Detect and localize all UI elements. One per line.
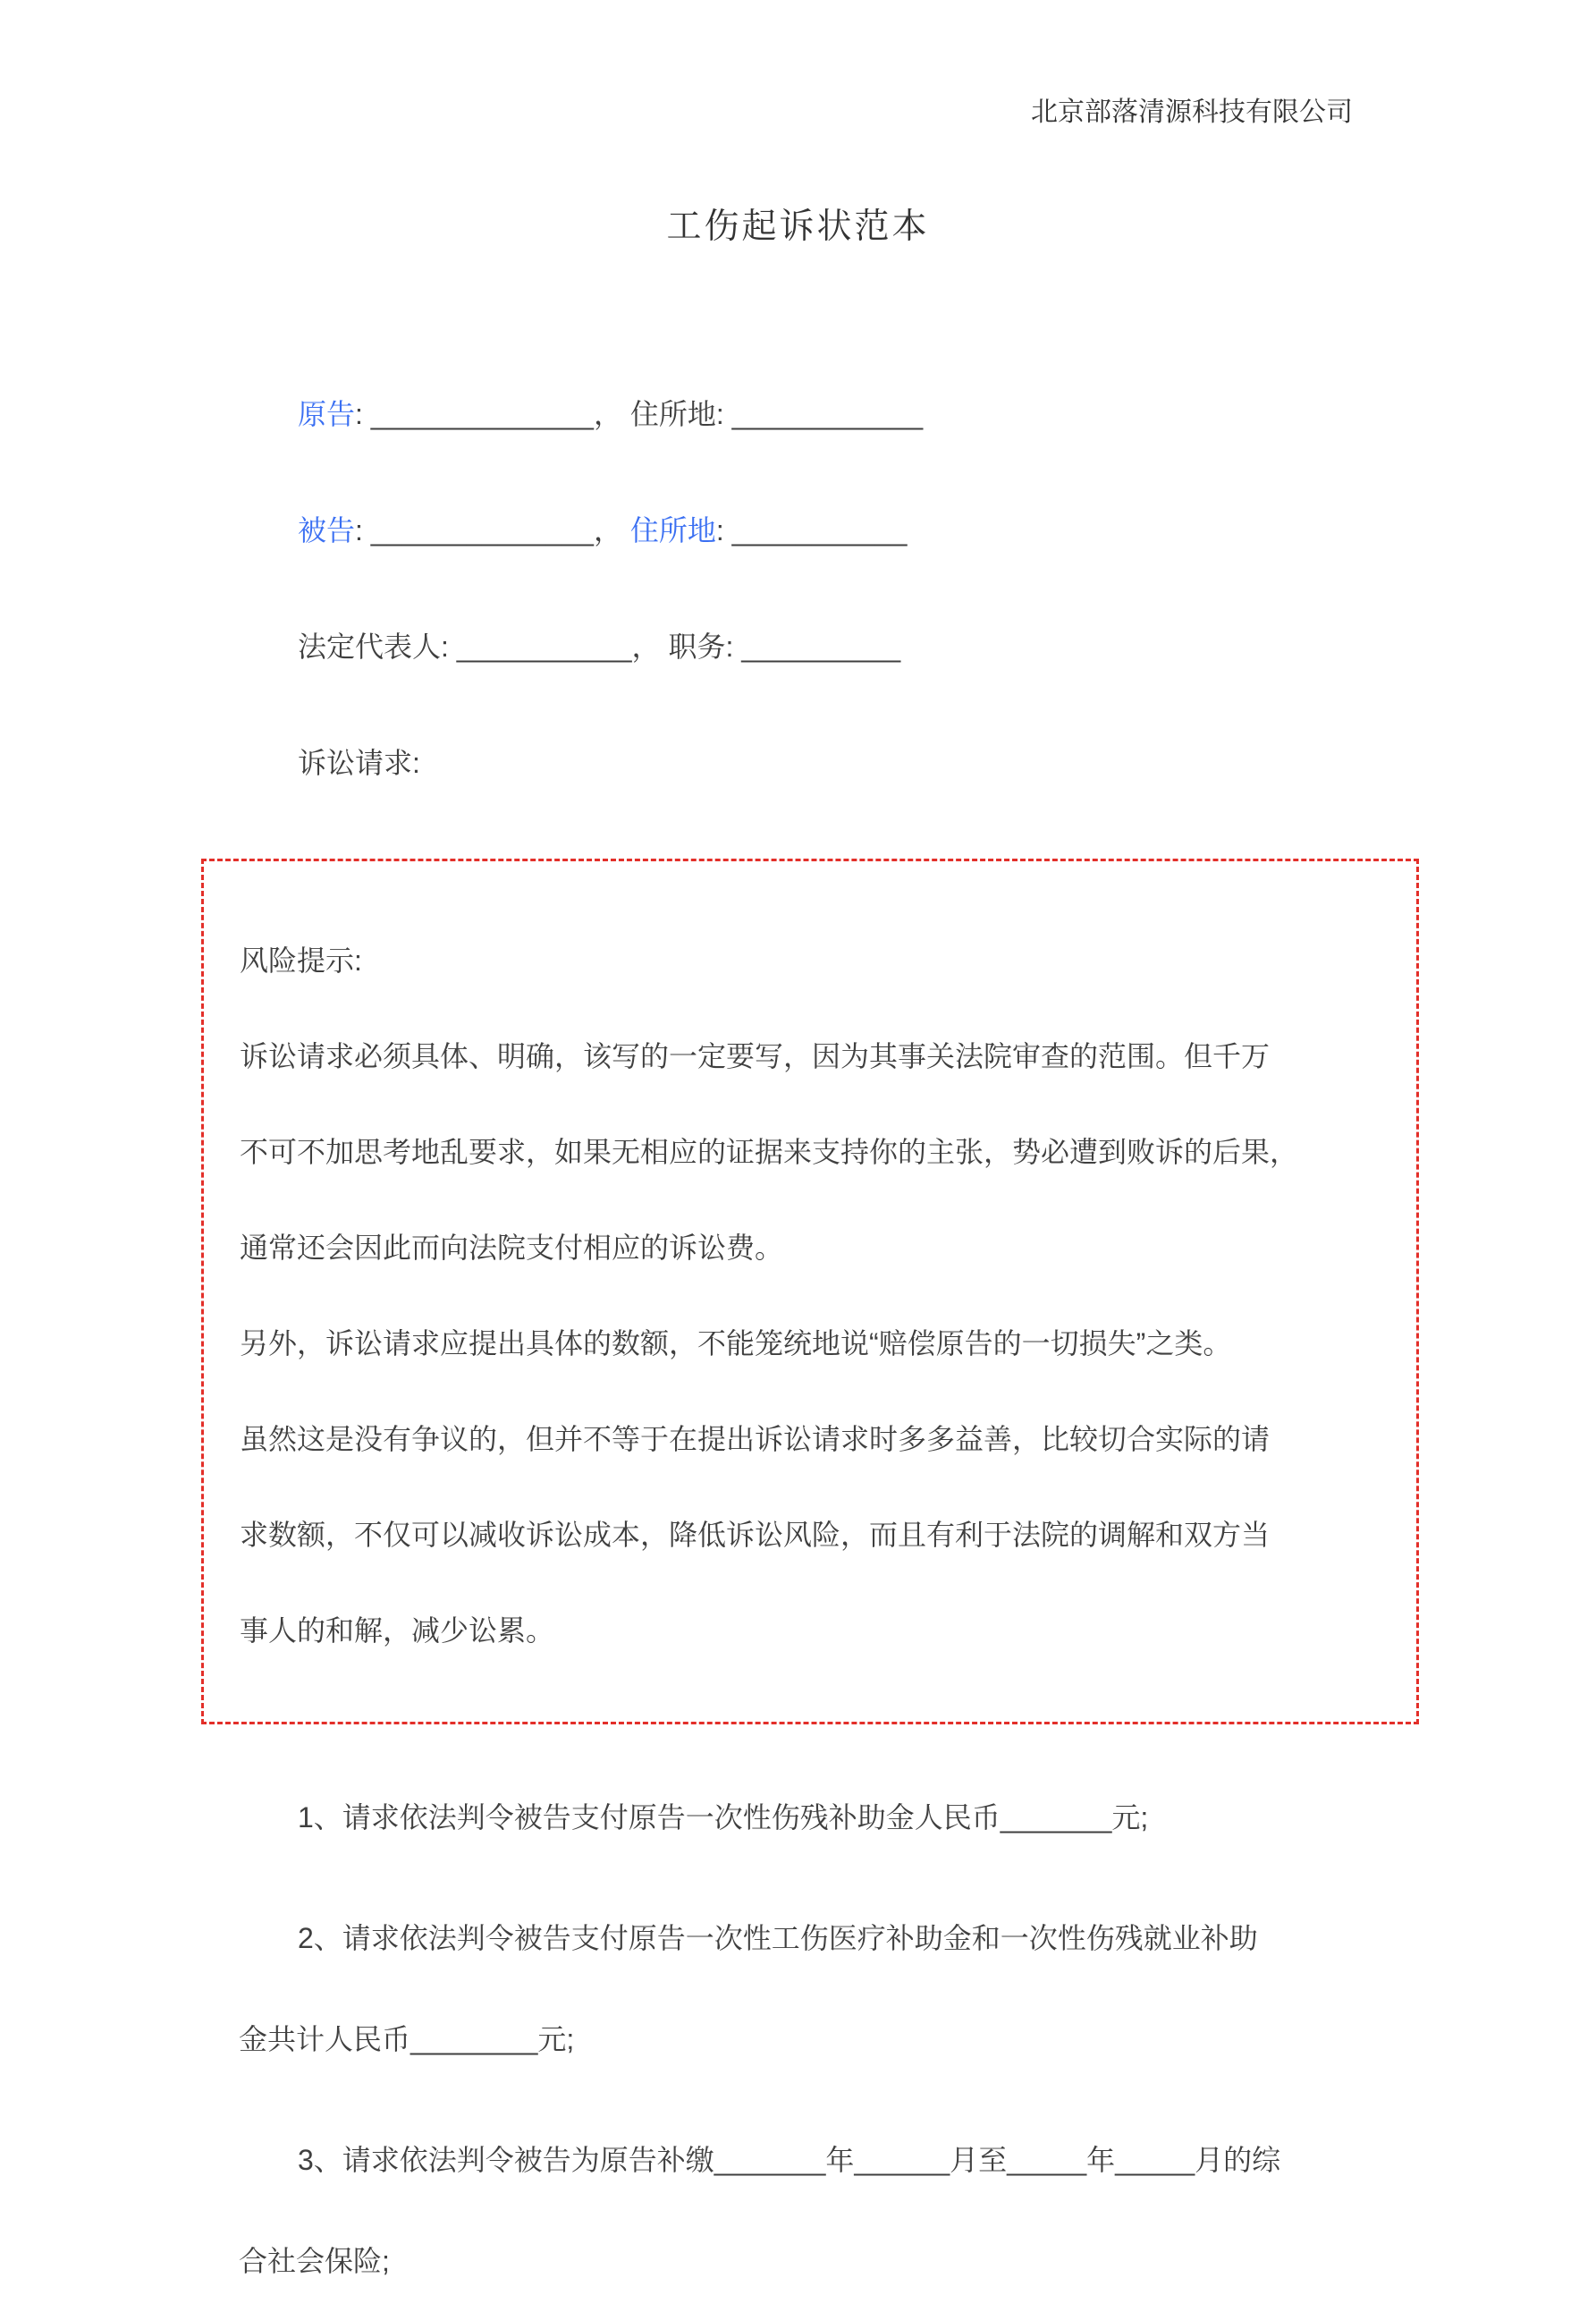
plaintiff-line bbox=[239, 356, 1372, 472]
plaintiff-blank-fields: : ______________， 住所地: ____________ bbox=[355, 398, 924, 430]
legal-representative-line: 法定代表人: ___________， 职务: __________ bbox=[298, 631, 901, 663]
risk-text-line: 事人的和解，减少讼累。 bbox=[240, 1614, 555, 1647]
defendant-address-blank: : ___________ bbox=[715, 514, 908, 546]
risk-box-heading: 风险提示: bbox=[240, 944, 362, 977]
defendant-label: 被告 bbox=[298, 514, 356, 546]
defendant-address-label: 住所地 bbox=[629, 514, 716, 546]
claim-item-2: 2、请求依法判令被告支付原告一次性工伤医疗补助金和一次性伤残就业补助 bbox=[298, 1922, 1258, 1954]
document-body bbox=[239, 356, 1372, 2312]
party-fields bbox=[239, 356, 1372, 821]
claim-item-3: 3、请求依法判令被告为原告补缴_______年______月至_____年_____月的综 bbox=[298, 2144, 1281, 2176]
risk-text-line: 另外，诉讼请求应提出具体的数额，不能笼统地说“赔偿原告的一切损失”之类。 bbox=[240, 1327, 1232, 1359]
claim-item-3-continuation: 合社会保险; bbox=[239, 2245, 390, 2277]
risk-text-line: 求数额，不仅可以减收诉讼成本，降低诉讼风险，而且有利于法院的调解和双方当 bbox=[240, 1519, 1271, 1551]
plaintiff-label: 原告 bbox=[298, 398, 356, 430]
claim-item-1: 1、请求依法判令被告支付原告一次性伤残补助金人民币_______元; bbox=[298, 1801, 1149, 1834]
claims-list bbox=[239, 1767, 1372, 2312]
risk-text-line: 不可不加思考地乱要求，如果无相应的证据来支持你的主张，势必遭到败诉的后果， bbox=[240, 1136, 1299, 1168]
risk-text-line: 诉讼请求必须具体、明确，该写的一定要写，因为其事关法院审查的范围。但千万 bbox=[240, 1040, 1271, 1072]
claims-heading: 诉讼请求: bbox=[298, 747, 420, 779]
risk-warning-box bbox=[201, 859, 1419, 1724]
risk-text-line: 虽然这是没有争议的，但并不等于在提出诉讼请求时多多益善，比较切合实际的请 bbox=[240, 1423, 1271, 1455]
defendant-line bbox=[239, 472, 1372, 589]
company-header: 北京部落清源科技有限公司 bbox=[1031, 97, 1353, 127]
risk-text-line: 通常还会因此而向法院支付相应的诉讼费。 bbox=[240, 1232, 784, 1264]
page-title: 工伤起诉状范本 bbox=[666, 207, 930, 246]
claim-item-2-continuation: 金共计人民币________元; bbox=[239, 2023, 575, 2055]
defendant-blank-field: : ______________， bbox=[355, 514, 630, 546]
